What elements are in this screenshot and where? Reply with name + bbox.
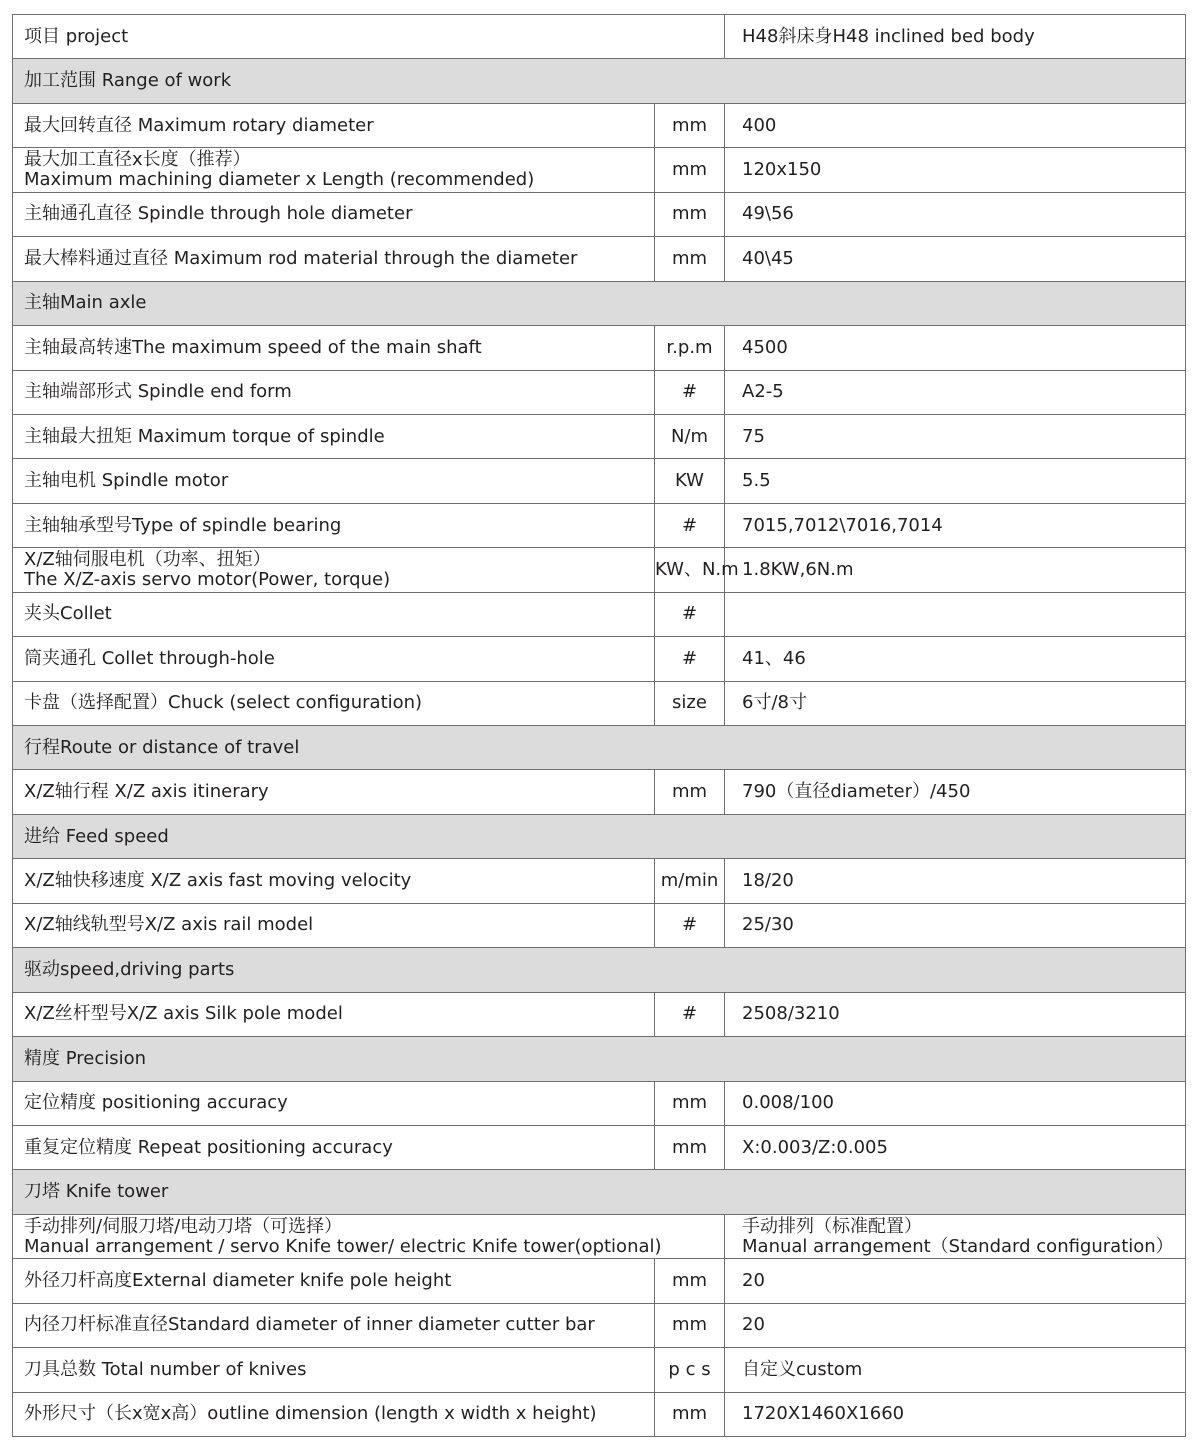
section-row — [13, 948, 1186, 992]
param-cell: 内径刀杆标准直径Standard diameter of inner diameter cutter bar — [13, 1303, 655, 1347]
table-header-row — [13, 15, 1186, 59]
value-cell: 75 — [725, 414, 1186, 458]
param-text-cn: X/Z轴伺服电机（功率、扭矩） — [24, 548, 271, 570]
value-cell: 49\56 — [725, 192, 1186, 236]
param-cell: X/Z轴行程 X/Z axis itinerary — [13, 770, 655, 814]
section-row — [13, 59, 1186, 103]
unit-cell: mm — [655, 148, 725, 192]
spec-table-body — [13, 15, 1186, 1437]
table-row — [13, 1214, 1186, 1258]
table-row — [13, 681, 1186, 725]
unit-cell: m/min — [655, 859, 725, 903]
value-cell: 2508/3210 — [725, 992, 1186, 1036]
table-row — [13, 237, 1186, 281]
param-text-cn: 最大加工直径x长度（推荐） — [24, 149, 251, 171]
header-param-cell: 项目 project — [13, 15, 725, 59]
table-row — [13, 637, 1186, 681]
value-cell: 40\45 — [725, 237, 1186, 281]
param-cell: 外径刀杆高度External diameter knife pole height — [13, 1259, 655, 1303]
unit-cell: mm — [655, 1303, 725, 1347]
param-cell: X/Z丝杆型号X/Z axis Silk pole model — [13, 992, 655, 1036]
unit-cell: # — [655, 992, 725, 1036]
param-text-en: The X/Z-axis servo motor(Power, torque) — [24, 568, 391, 590]
unit-cell: mm — [655, 1125, 725, 1169]
value-cell: 自定义custom — [725, 1348, 1186, 1392]
param-text-en: Maximum machining diameter x Length (recommended) — [24, 169, 535, 191]
value-cell: 41、46 — [725, 637, 1186, 681]
value-cell: 5.5 — [725, 459, 1186, 503]
value-cell: 1720X1460X1660 — [725, 1392, 1186, 1436]
value-cell — [725, 1214, 1186, 1258]
param-cell: 最大回转直径 Maximum rotary diameter — [13, 103, 655, 147]
unit-cell: mm — [655, 192, 725, 236]
section-label: 行程Route or distance of travel — [13, 726, 1186, 770]
value-cell: 25/30 — [725, 903, 1186, 947]
param-cell: X/Z轴快移速度 X/Z axis fast moving velocity — [13, 859, 655, 903]
value-text-en: Manual arrangement（Standard configuration） — [742, 1235, 1174, 1257]
param-cell: X/Z轴线轨型号X/Z axis rail model — [13, 903, 655, 947]
param-cell — [13, 148, 655, 192]
unit-cell: # — [655, 370, 725, 414]
table-row — [13, 103, 1186, 147]
param-cell: 筒夹通孔 Collet through-hole — [13, 637, 655, 681]
section-label: 加工范围 Range of work — [13, 59, 1186, 103]
table-row — [13, 859, 1186, 903]
table-row — [13, 192, 1186, 236]
unit-cell: mm — [655, 237, 725, 281]
value-cell: 400 — [725, 103, 1186, 147]
value-cell: 0.008/100 — [725, 1081, 1186, 1125]
value-cell: 7015,7012\7016,7014 — [725, 503, 1186, 547]
value-text-cn: 手动排列（标准配置） — [742, 1215, 923, 1237]
value-cell: 6寸/8寸 — [725, 681, 1186, 725]
unit-cell: mm — [655, 1081, 725, 1125]
value-cell — [725, 592, 1186, 636]
unit-cell: # — [655, 637, 725, 681]
table-row — [13, 903, 1186, 947]
param-cell: 定位精度 positioning accuracy — [13, 1081, 655, 1125]
value-cell: A2-5 — [725, 370, 1186, 414]
value-cell: 18/20 — [725, 859, 1186, 903]
param-cell: 最大棒料通过直径 Maximum rod material through the diameter — [13, 237, 655, 281]
section-row — [13, 281, 1186, 325]
table-row — [13, 592, 1186, 636]
param-cell: 外形尺寸（长x宽x高）outline dimension (length x width x height) — [13, 1392, 655, 1436]
param-text-en: Manual arrangement / servo Knife tower/ electric Knife tower(optional) — [24, 1235, 662, 1257]
unit-cell: N/m — [655, 414, 725, 458]
table-row — [13, 503, 1186, 547]
value-cell: 790（直径diameter）/450 — [725, 770, 1186, 814]
param-cell — [13, 548, 655, 592]
unit-cell: KW — [655, 459, 725, 503]
table-row — [13, 459, 1186, 503]
section-label: 驱动speed,driving parts — [13, 948, 1186, 992]
unit-cell: mm — [655, 770, 725, 814]
table-row — [13, 326, 1186, 370]
table-row — [13, 992, 1186, 1036]
table-row — [13, 1081, 1186, 1125]
table-row — [13, 148, 1186, 192]
param-text-cn: 手动排列/伺服刀塔/电动刀塔（可选择） — [24, 1215, 343, 1237]
value-cell: 20 — [725, 1303, 1186, 1347]
unit-cell: mm — [655, 103, 725, 147]
param-cell: 卡盘（选择配置）Chuck (select configuration) — [13, 681, 655, 725]
value-cell: 4500 — [725, 326, 1186, 370]
unit-cell: KW、N.m — [655, 548, 725, 592]
unit-cell: # — [655, 503, 725, 547]
param-cell — [13, 1214, 725, 1258]
header-value-cell: H48斜床身H48 inclined bed body — [725, 15, 1186, 59]
table-row — [13, 1348, 1186, 1392]
table-row — [13, 548, 1186, 592]
value-cell: 20 — [725, 1259, 1186, 1303]
param-cell: 主轴最大扭矩 Maximum torque of spindle — [13, 414, 655, 458]
section-row — [13, 814, 1186, 858]
unit-cell: r.p.m — [655, 326, 725, 370]
param-cell: 重复定位精度 Repeat positioning accuracy — [13, 1125, 655, 1169]
spec-table — [12, 14, 1186, 1437]
unit-cell: # — [655, 903, 725, 947]
unit-cell: mm — [655, 1259, 725, 1303]
param-cell: 夹头Collet — [13, 592, 655, 636]
param-cell: 主轴电机 Spindle motor — [13, 459, 655, 503]
value-cell: 120x150 — [725, 148, 1186, 192]
unit-cell: # — [655, 592, 725, 636]
section-label: 进给 Feed speed — [13, 814, 1186, 858]
table-row — [13, 1303, 1186, 1347]
section-row — [13, 1170, 1186, 1214]
param-cell: 主轴通孔直径 Spindle through hole diameter — [13, 192, 655, 236]
table-row — [13, 1259, 1186, 1303]
table-row — [13, 370, 1186, 414]
param-cell: 主轴轴承型号Type of spindle bearing — [13, 503, 655, 547]
unit-cell: size — [655, 681, 725, 725]
table-row — [13, 770, 1186, 814]
param-cell: 刀具总数 Total number of knives — [13, 1348, 655, 1392]
value-cell: 1.8KW,6N.m — [725, 548, 1186, 592]
section-label: 精度 Precision — [13, 1037, 1186, 1081]
section-row — [13, 1037, 1186, 1081]
table-row — [13, 414, 1186, 458]
param-cell: 主轴最高转速The maximum speed of the main shaft — [13, 326, 655, 370]
param-cell: 主轴端部形式 Spindle end form — [13, 370, 655, 414]
value-cell: X:0.003/Z:0.005 — [725, 1125, 1186, 1169]
unit-cell: p c s — [655, 1348, 725, 1392]
unit-cell: mm — [655, 1392, 725, 1436]
table-row — [13, 1125, 1186, 1169]
table-row — [13, 1392, 1186, 1436]
section-label: 刀塔 Knife tower — [13, 1170, 1186, 1214]
section-row — [13, 726, 1186, 770]
section-label: 主轴Main axle — [13, 281, 1186, 325]
